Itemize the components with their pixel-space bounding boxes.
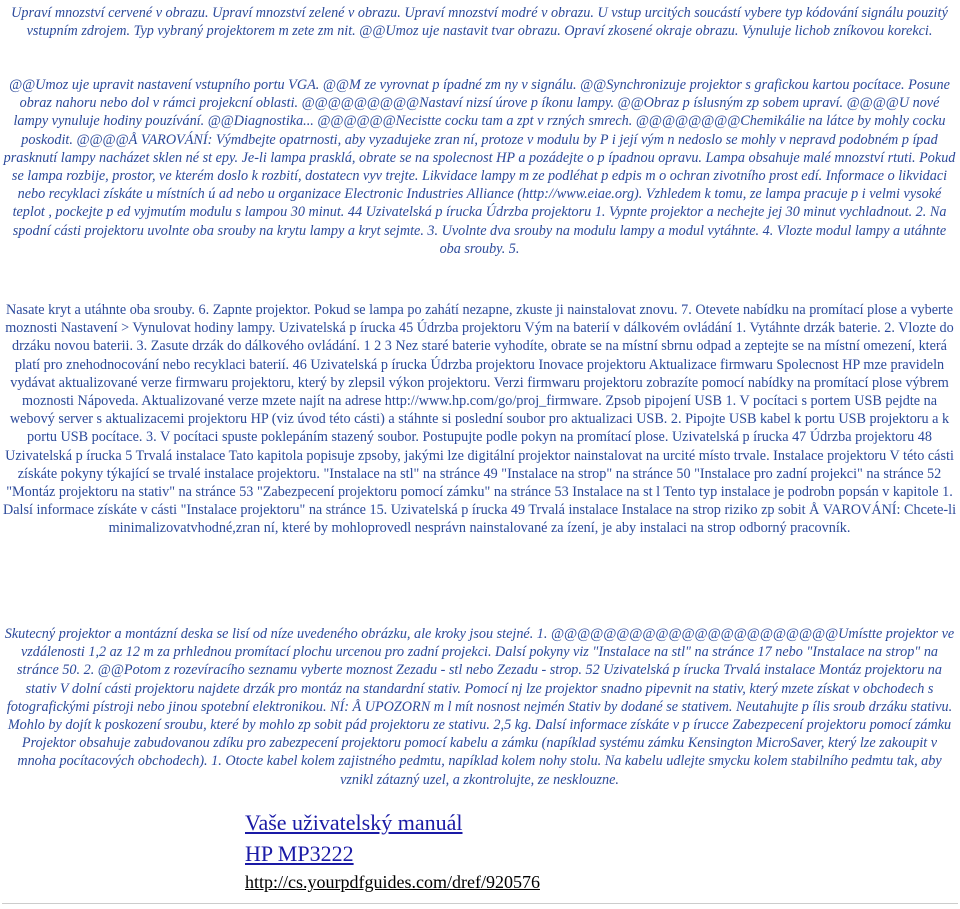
paragraph-maintenance-installation: Nasate kryt a utáhnte oba srouby. 6. Zapnte projektor. Pokud se lampa po zahátí nezapne, zkuste ji nainstalovat znovu. 7. Otevete nabídku na promítací plose a vyberte moznosti Nastavení > Vynulovat hodiny lampy. Uzivatelská p írucka 45 Údrzba projektoru Vým na baterií v dálkovém ovládání 1. Vytáhnte drzák baterie. 2. Vlozte do drzáku novou baterii. 3. Zasute drzák do dálkového ovládání. 1 2 3 Nez staré baterie vyhodíte, obrate se na místní sbrnu odpad a zeptejte se na místní omezení, která platí pro znehodnocování nebo recyklaci baterií. 46 Uzivatelská p írucka Údrzba projektoru Inovace projektoru Aktualizace firmwaru Spolecnost HP mze pravideln vydávat aktualizované verze firmwaru projektoru, který by zlepsil výkon projektoru. Verzi firmwaru projektoru zobrazíte pomocí nabídky na promítací plose výbrem moznosti Nápoveda. Aktualizované verze mzete najít na adrese http://www.hp.com/go/proj_firmware. Zpsob pipojení USB 1. V pocítaci s portem USB pejdte na webový server s aktualizacemi projektoru HP (viz úvod této cásti) a stáhnte si poslední soubor pro aktualizaci USB. 2. Pipojte USB kabel k portu USB projektoru a k portu USB pocítace. 3. V pocítaci spuste poklepáním stazený soubor. Postupujte podle pokyn na promítací plose. Uzivatelská p írucka 47 Údrzba projektoru 48 Uzivatelská p írucka 5 Trvalá instalace Tato kapitola popisuje zpsoby, jakými lze digitální projektor nainstalovat na urcité místo trvale. Instalace projektoru V této cásti získáte pokyny týkající se trvalé instalace projektoru. "Instalace na stl" na stránce 49 "Instalace na strop" na stránce 50 "Instalace pro zadní projekci" na stránce 52 "Montáz projektoru na stativ" na stránce 53 "Zabezpecení projektoru pomocí zámku" na stránce 53 Instalace na st l Tento typ instalace je podrobn popsán v kapitole 1. Dalsí informace získáte v cásti "Instalace projektoru" na stránce 15. Uzivatelská p írucka 49 Trvalá instalace Instalace na strop riziko zp sobit Å VAROVÁNÍ: Chcete-li minimalizovatvhodné,zran ní, které by mohloprovedl nesprávn nainstalované za ízení, je aby instalaci na strop odborný pracovník. bbox=[2, 302, 957, 537]
paragraph-rear-projection-tripod: Skutecný projektor a montázní deska se lisí od níze uvedeného obrázku, ale kroky jsou stejné. 1. @@@@@@@@@@@@@@@@@@@@@@Umístte projektor ve vzdálenosti 1,2 az 12 m za prhlednou promítací plochu urcenou pro zadní projekci. Dalsí pokyny viz "Instalace na stl" na stránce 17 nebo "Instalace na strop" na stránce 50. 2. @@Potom z rozevíracího seznamu vyberte moznost Zezadu - stl nebo Zezadu - strop. 52 Uzivatelská p írucka Trvalá instalace Montáz projektoru na stativ V dolní cásti projektoru najdete drzák pro montáz na standardní stativ. Pomocí nj lze projektor snadno pipevnit na stativ, který mzete získat v obchodech s fotografickými pístroji nebo jinou spotební elektronikou. NÍ: Å UPOZORN m l mít nosnost nejmén Stativ by dodané se stativem. Neutahujte p ílis sroub drzáku stativu. Mohlo by dojít k poskození sroubu, které by mohlo zp sobit pád projektoru ze stativu. 2,5 kg. Dalsí informace získáte v p írucce Zabezpecení projektoru pomocí zámku Projektor obsahuje zabudovanou zdíku pro zabezpecení projektoru pomocí kabelu a zámku (napíklad systému zámku Kensington MicroSaver, který lze zakoupit v mnoha pocítacových obchodech). 1. Otocte kabel kolem zajistného pedmtu, napíklad kolem nohy stolu. Na kabelu udlejte smycku kolem stabilního pedmtu tak, aby vznikl zátazný uzel, a zkontrolujte, ze nesklouzne. bbox=[4, 626, 955, 788]
manual-link-block bbox=[245, 807, 665, 895]
manual-url-link[interactable]: http://cs.yourpdfguides.com/dref/920576 bbox=[245, 872, 540, 892]
paragraph-color-adjustment: Upraví mnozství cervené v obrazu. Upraví mnozství zelené v obrazu. Upraví mnozství modré v obrazu. U vstup urcitých soucástí vybere typ kódování signálu pouzitý vstupním zdrojem. Typ vybraný projektorem m zete zm nit. @@Umoz uje nastavit tvar obrazu. Opraví zkosené okraje obrazu. Vynuluje lichob zníkovou korekci. bbox=[11, 5, 948, 40]
manual-model-link[interactable]: HP MP3222 bbox=[245, 841, 354, 866]
paragraph-vga-and-lamp: @@Umoz uje upravit nastavení vstupního portu VGA. @@M ze vyrovnat p ípadné zm ny v signálu. @@Synchronizuje projektor s grafickou kartou pocítace. Posune obraz nahoru nebo dol v rámci projekcní oblasti. @@@@@@@@@Nastaví nizsí úrove p íkonu lampy. @@Obraz p íslusným zp sobem upraví. @@@@U nové lampy vynuluje hodiny pouzívání. @@Diagnostika... @@@@@@Necistte cocku tam a zpt v rzných smrech. @@@@@@@@Chemikálie na látce by mohly cocku poskodit. @@@@Å VAROVÁNÍ: Výmdbejte opatrnosti, aby vyzadujeke zran ní, protoze v modulu by P i její vým n nedoslo se mohly v nepravd podobném p ípad prasknutí lampy nacházet sklen né st epy. Je-li lampa prasklá, obrate se na spolecnost HP a pozádejte o p ípadnou opravu. Lampa obsahuje malé mnozství rtuti. Pokud se lampa rozbije, prostor, ve kterém doslo k rozbití, dostatecn vyv trejte. Likvidace lampy m ze podléhat p edpis m o ochran zivotního prost edí. Informace o likvidaci nebo recyklaci získáte u místních ú ad nebo u organizace Electronic Industries Alliance (http://www.eiae.org). Vzhledem k tomu, ze lampa pracuje p i velmi vysoké teplot , pockejte p ed vyjmutím modulu s lampou 30 minut. 44 Uzivatelská p írucka Údrzba projektoru 1. Vypnte projektor a nechejte jej 30 minut vychladnout. 2. Na spodní cásti projektoru uvolnte oba srouby na krytu lampy a kryt sejmte. 3. Uvolnte dva srouby na modulu lampy a modul vytáhnte. 4. Vlozte modul lampy a utáhnte oba srouby. 5. bbox=[3, 77, 956, 257]
manual-title-link[interactable]: Vaše uživatelský manuál bbox=[245, 810, 463, 835]
page-bottom-divider bbox=[2, 903, 958, 904]
